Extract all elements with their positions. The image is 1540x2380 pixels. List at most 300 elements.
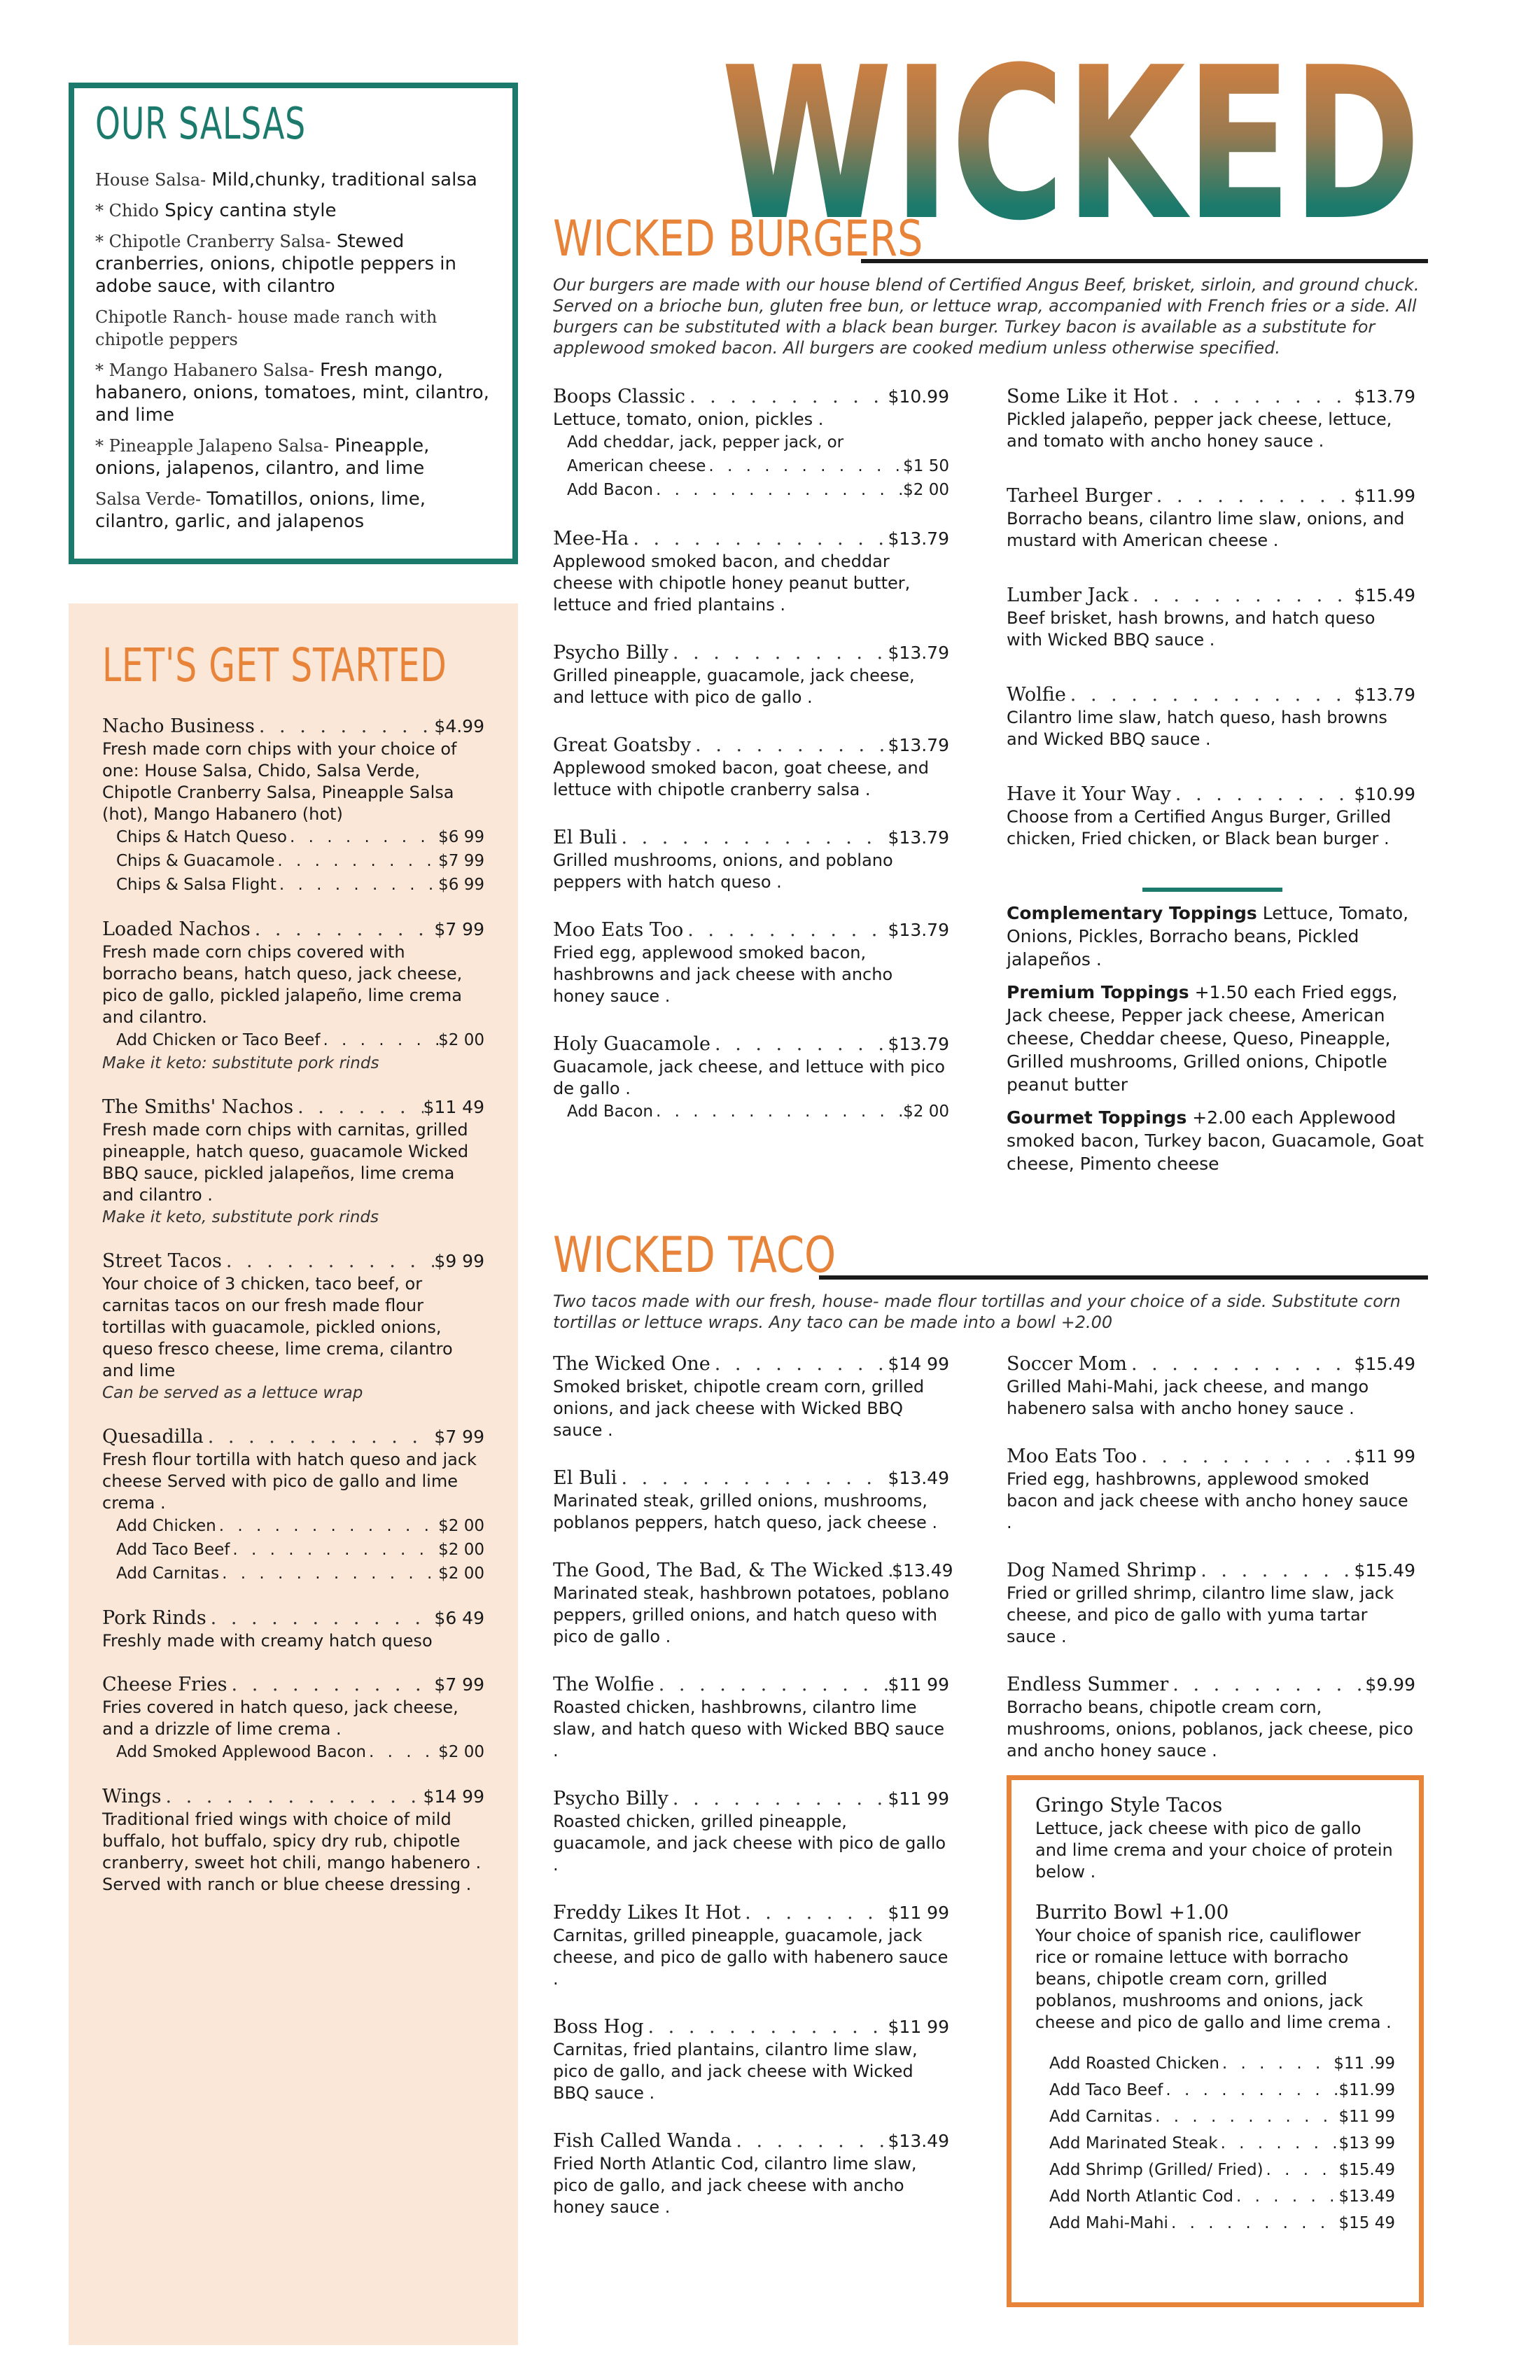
menu-item [553,1673,949,1762]
menu-item-name: The Good, The Bad, & The Wicked [553,1560,884,1581]
burrito-bowl-desc: Your choice of spanish rice, cauliflower rice or romaine lettuce with borracho beans, chipotle cream corn, grilled poblanos, mushrooms and onions, jack cheese and pico de gallo and lime crema . [1035,1926,1392,2032]
dot-leader [741,1901,888,1925]
menu-item-price: $15.49 [1354,1354,1415,1374]
menu-item-header [553,1787,949,1811]
menu-item-price: $11 99 [888,2017,949,2037]
menu-item [553,2129,949,2218]
add-on-row [102,1514,484,1538]
menu-item-name: El Buli [553,827,617,848]
menu-item [1007,484,1415,552]
add-on-price: $2 00 [438,1541,484,1559]
menu-item-price: $9.99 [1365,1674,1415,1695]
menu-item-description: Fries covered in hatch queso, jack cheese, and a drizzle of lime crema . [102,1698,458,1739]
dot-leader [643,2015,888,2039]
taco-section-header [553,1226,1428,1333]
menu-item-header [1007,385,1415,409]
add-on-price: $15 49 [1338,2214,1395,2232]
burgers-section-header [553,210,1428,358]
menu-item-name: Quesadilla [102,1426,204,1448]
dot-leader [654,1673,888,1697]
dot-leader [1152,484,1354,508]
dot-leader [276,873,438,897]
wicked-logo [630,42,1512,224]
menu-item [102,715,484,897]
menu-item-price: $13.49 [888,2131,949,2151]
dot-leader [710,1032,888,1056]
menu-item-description: Lettuce, tomato, onion, pickles . [553,410,824,429]
gringo-desc: Lettuce, jack cheese with pico de gallo and lime crema and your choice of protein below . [1035,1819,1393,1882]
dot-leader [1171,783,1354,806]
menu-item-price: $13.79 [1354,685,1415,705]
menu-item [553,527,949,616]
menu-item-name: Psycho Billy [553,642,668,664]
add-on-row [553,1100,949,1124]
menu-item-header [1007,683,1415,707]
menu-item-name: Loaded Nachos [102,918,251,940]
add-on-name: Chips & Guacamole [116,852,275,870]
menu-item-name: Moo Eats Too [553,919,684,941]
menu-item-description: Fried egg, applewood smoked bacon, hashbrowns and jack cheese with ancho honey sauce . [553,943,893,1006]
menu-item-name: Have it Your Way [1007,783,1171,805]
menu-item-price: $13.79 [888,528,949,549]
menu-item-price: $13.79 [888,1034,949,1054]
add-on-price: $6 99 [438,828,484,846]
menu-item-description: Guacamole, jack cheese, and lettuce with pico de gallo . [553,1057,945,1098]
menu-item [102,1425,484,1586]
topping-group-label: Complementary Toppings [1007,903,1257,923]
menu-item-name: Dog Named Shrimp [1007,1560,1197,1581]
add-on-price: $11.99 [1338,2081,1395,2099]
protein-add-row [1035,2077,1395,2104]
add-on-price: $1 50 [903,457,949,475]
dot-leader [668,641,888,665]
add-on-price: $2 00 [903,481,949,499]
add-on-price: $6 99 [438,876,484,894]
topping-group-text: +2.00 each Applewood smoked bacon, Turkey bacon, Guacamole, Goat cheese, Pimento cheese [1007,1107,1424,1174]
add-on-price: $2 00 [438,1517,484,1535]
menu-item [102,1096,484,1228]
salsa-box [69,83,518,564]
menu-item-price: $14 99 [888,1354,949,1374]
menu-item-price: $7 99 [434,1427,484,1447]
menu-item-price: $13.79 [888,827,949,848]
menu-item-name: Mee-Ha [553,528,629,550]
add-on-name: American cheese [567,457,706,475]
starters-list [102,715,484,1896]
burrito-bowl-title: Burrito Bowl +1.00 [1035,1900,1229,1924]
menu-item-name: Freddy Likes It Hot [553,1902,741,1924]
menu-item-header [1007,1673,1415,1697]
menu-item-price: $11 49 [423,1097,484,1117]
protein-add-row [1035,2130,1395,2157]
dot-leader [685,385,888,409]
salsa-name: * Chipotle Cranberry Salsa- [95,232,331,251]
menu-item-description: Fresh made corn chips with your choice of one: House Salsa, Chido, Salsa Verde, Chipotle Cranberry Salsa, Pineapple Salsa (hot), Mango Habanero (hot) [102,739,457,824]
burgers-intro: Our burgers are made with our house blend of Certified Angus Beef, brisket, sirloin, and ground chuck. Served on a brioche bun, gluten free bun, or lettuce wrap, accompanied with French fries or a side. All burgers can be substituted with a black bean burger. Turkey bacon is available as a substitute for applewood smoked bacon. All burgers are cooked medium unless otherwise specified. [553,275,1420,358]
menu-item-header [102,1425,484,1449]
menu-item-description: Fried North Atlantic Cod, cilantro lime slaw, pico de gallo, and jack cheese with ancho honey sauce . [553,2154,917,2217]
salsa-item [95,435,491,479]
starters-title: LET'S GET STARTED [102,638,447,692]
add-on-price: $13 99 [1338,2134,1395,2152]
topping-group [1007,981,1427,1096]
menu-item [1007,385,1415,452]
menu-item-name: El Buli [553,1467,617,1489]
add-on-name: Add Marinated Steak [1049,2134,1218,2152]
menu-item-header [553,1901,949,1925]
dot-leader [653,1100,903,1124]
dot-leader [293,1096,423,1119]
menu-item [102,1785,484,1896]
menu-item-price: $13.49 [892,1560,953,1581]
menu-item-header [553,2129,949,2153]
protein-add-row [1035,2210,1395,2236]
dot-leader [366,1740,438,1764]
add-on-price: $2 00 [438,1743,484,1761]
starters-panel [69,603,518,2345]
menu-item-description: Choose from a Certified Angus Burger, Grilled chicken, Fried chicken, or Black bean burger . [1007,807,1392,848]
dot-leader [706,454,903,478]
salsa-item [95,169,491,191]
burgers-right-column [1007,385,1415,882]
menu-item-header [553,2015,949,2039]
menu-item-name: Fish Called Wanda [553,2130,732,2152]
menu-item-price: $7 99 [434,1674,484,1695]
menu-item-name: Wings [102,1786,162,1807]
menu-item-description: Cilantro lime slaw, hatch queso, hash browns and Wicked BBQ sauce . [1007,708,1387,749]
menu-item-name: Lumber Jack [1007,584,1129,606]
add-on-price: $13.49 [1338,2188,1395,2206]
menu-item-price: $10.99 [1354,784,1415,804]
add-on-row [102,825,484,849]
add-on-row [102,873,484,897]
menu-item-price: $13.49 [888,1468,949,1488]
tacos-left-column [553,1352,953,2244]
dot-leader [1233,2183,1339,2210]
menu-item-price: $11.99 [1354,486,1415,506]
menu-item-header [553,385,949,409]
add-on-row [553,430,949,454]
tacos-right-column [1007,1352,1415,1787]
add-on-name: Add Smoked Applewood Bacon [116,1743,366,1761]
menu-item [553,1466,949,1534]
add-on-name: Add Roasted Chicken [1049,2054,1219,2073]
menu-item-description: Roasted chicken, grilled pineapple, guacamole, and jack cheese with pico de gallo . [553,1812,946,1875]
menu-item-description: Freshly made with creamy hatch queso [102,1631,433,1651]
menu-item-description: Fresh flour tortilla with hatch queso and jack cheese Served with pico de gallo and lime crema . [102,1450,477,1513]
add-on-row [102,1562,484,1586]
menu-item-price: $9 99 [434,1251,484,1271]
menu-item-name: Pork Rinds [102,1607,206,1629]
dot-leader [1163,2077,1338,2104]
add-on-name: Add Taco Beef [1049,2081,1163,2099]
menu-item-price: $10.99 [888,386,949,407]
menu-item-header [1007,584,1415,608]
add-on-name: Add Chicken [116,1517,216,1535]
menu-item-price: $13.79 [888,643,949,663]
salsa-item [95,306,491,351]
menu-item [553,918,949,1007]
salsa-item [95,359,491,426]
add-on-row [102,1740,484,1764]
menu-item-header [102,715,484,738]
menu-item-description: Marinated steak, grilled onions, mushrooms, poblanos peppers, hatch queso, jack cheese . [553,1491,937,1532]
add-on-row [102,1538,484,1562]
menu-item-header [102,1250,484,1273]
menu-item-price: $13.79 [1354,386,1415,407]
gringo-tacos-box [1007,1775,1424,2307]
add-on-name: Add Chicken or Taco Beef [116,1031,321,1049]
salsa-name: Chipotle Ranch- house made ranch with chipotle peppers [95,307,438,349]
menu-item-note: Can be served as a lettuce wrap [102,1384,363,1402]
salsa-description: Mild,chunky, traditional salsa [206,169,477,190]
dot-leader [222,1250,435,1273]
add-on-name: Add Bacon [567,1102,654,1121]
menu-item-description: Borracho beans, cilantro lime slaw, onions, and mustard with American cheese . [1007,509,1405,550]
menu-item [1007,1673,1415,1762]
dot-leader [227,1673,435,1697]
menu-item-price: $6 49 [434,1608,484,1628]
menu-item [1007,683,1415,750]
menu-item [1007,1559,1415,1648]
add-on-name: Add cheddar, jack, pepper jack, or [567,433,844,451]
menu-item-name: Moo Eats Too [1007,1446,1138,1467]
dot-leader [1219,2050,1334,2077]
menu-item [553,1352,949,1441]
dot-leader [683,918,888,942]
menu-item-price: $11 99 [888,1788,949,1809]
add-on-price: $2 00 [438,1564,484,1583]
dot-leader [1196,1559,1354,1583]
dot-leader [216,1514,438,1538]
dot-leader [1137,1445,1354,1469]
add-on-name: Add Shrimp (Grilled/ Fried) [1049,2161,1264,2179]
dot-leader [320,1028,438,1052]
topping-group [1007,1106,1427,1175]
add-on-name: Add Taco Beef [116,1541,230,1559]
menu-item-description: Traditional fried wings with choice of mild buffalo, hot buffalo, spicy dry rub, chipotle cranberry, sweet hot chili, mango habenero . Served with ranch or blue cheese dressing . [102,1809,482,1894]
menu-item-name: Wolfie [1007,684,1066,706]
add-on-name: Add Bacon [567,481,654,499]
menu-item-name: Street Tacos [102,1250,222,1272]
menu-item-header [553,641,949,665]
menu-item-description: Your choice of 3 chicken, taco beef, or carnitas tacos on our fresh made flour tortillas with guacamole, pickled onions, queso fresco cheese, lime crema, cilantro and lime [102,1274,453,1380]
menu-item-header [1007,1445,1415,1469]
dot-leader [204,1425,435,1449]
dot-leader [1168,2210,1339,2236]
dot-leader [230,1538,438,1562]
menu-item-name: Boss Hog [553,2016,644,2038]
dot-leader [883,1559,892,1583]
menu-item-description: Applewood smoked bacon, and cheddar cheese with chipotle honey peanut butter, lettuce and fried plantains . [553,552,911,615]
menu-item-name: Boops Classic [553,386,685,407]
salsa-list [95,169,491,533]
menu-item-name: The Wolfie [553,1674,654,1695]
menu-item [1007,783,1415,850]
menu-item-price: $11 99 [888,1903,949,1923]
dot-leader [251,918,435,941]
dot-leader [691,734,888,757]
menu-item-description: Fried or grilled shrimp, cilantro lime slaw, jack cheese, and pico de gallo with yuma tartar sauce . [1007,1583,1394,1646]
protein-add-row [1035,2157,1395,2183]
salsa-description: Tomatillos, onions, lime, cilantro, garlic, and jalapenos [95,489,426,532]
add-on-price: $2 00 [438,1031,484,1049]
salsa-name: * Chido [95,201,159,220]
menu-item [102,1673,484,1764]
add-on-name: Add Carnitas [116,1564,220,1583]
dot-leader [1218,2130,1339,2157]
burgers-title: WICKED BURGERS [553,210,923,267]
protein-add-row [1035,2104,1395,2130]
menu-item-name: Nacho Business [102,715,255,737]
dot-leader [274,849,438,873]
salsa-description: Stewed cranberries, onions, chipotle peppers in adobe sauce, with cilantro [95,231,456,297]
menu-item-header [1007,1352,1415,1376]
menu-item-description: Marinated steak, hashbrown potatoes, poblano peppers, grilled onions, and hatch queso with pico de gallo . [553,1583,949,1646]
menu-item-header [553,1352,949,1376]
menu-item-price: $14 99 [423,1786,484,1807]
menu-item [1007,1352,1415,1420]
menu-item-price: $15.49 [1354,1560,1415,1581]
menu-item [553,2015,949,2104]
menu-item-price: $15.49 [1354,585,1415,606]
menu-item-header [1007,1559,1415,1583]
dot-leader [1066,683,1354,707]
menu-item-header [553,1559,953,1583]
menu-item-description: Carnitas, grilled pineapple, guacamole, jack cheese, and pico de gallo with habenero sauce . [553,1926,948,1989]
salsa-item [95,488,491,533]
menu-item-name: Tarheel Burger [1007,485,1152,507]
menu-item-header [553,1673,949,1697]
menu-item [553,385,949,502]
dot-leader [1128,584,1354,608]
add-on-name: Add Mahi-Mahi [1049,2214,1168,2232]
menu-item-price: $11 99 [1354,1446,1415,1466]
dot-leader [617,826,888,850]
salsa-description: Spicy cantina style [158,200,337,221]
toppings-divider [1142,888,1282,892]
dot-leader [629,527,888,551]
menu-item-header [1007,783,1415,806]
salsa-description: Fresh mango, habanero, onions, tomatoes, mint, cilantro, and lime [95,360,489,426]
menu-item-description: Smoked brisket, chipotle cream corn, grilled onions, and jack cheese with Wicked BBQ sauce . [553,1377,925,1440]
dot-leader [1127,1352,1354,1376]
dot-leader [1168,385,1354,409]
add-on-name: Chips & Salsa Flight [116,876,276,894]
protein-add-row [1035,2183,1395,2210]
menu-item-note: Make it keto, substitute pork rinds [102,1208,379,1226]
menu-item-price: $7 99 [434,919,484,939]
salsa-item [95,200,491,222]
menu-item-name: Great Goatsby [553,734,692,756]
protein-add-list [1035,2050,1395,2236]
menu-item-price: $13.79 [888,920,949,940]
add-on-row [553,454,949,478]
menu-item-name: Some Like it Hot [1007,386,1169,407]
menu-item-header [553,527,949,551]
menu-item-price: $13.79 [888,735,949,755]
dot-leader [206,1606,435,1630]
menu-item-name: Psycho Billy [553,1788,668,1809]
menu-item-description: Borracho beans, chipotle cream corn, mushrooms, onions, poblanos, jack cheese, pico and ancho honey sauce . [1007,1698,1413,1760]
add-on-row [102,1028,484,1052]
add-on-price: $2 00 [903,1102,949,1121]
add-on-row [102,849,484,873]
taco-title: WICKED TACO [553,1226,836,1284]
salsa-title: OUR SALSAS [95,98,307,149]
taco-title-rule [819,1275,1428,1280]
menu-item [553,1032,949,1124]
menu-item [553,1559,953,1648]
menu-item-name: The Wicked One [553,1353,710,1375]
dot-leader [161,1785,423,1809]
salsa-description: Pineapple, onions, jalapenos, cilantro, and lime [95,435,430,479]
menu-item-description: Fried egg, hashbrowns, applewood smoked bacon and jack cheese with ancho honey sauce . [1007,1469,1408,1532]
menu-item [553,826,949,893]
menu-item-header [102,1096,484,1119]
dot-leader [255,715,435,738]
menu-item [102,1250,484,1404]
menu-item-description: Roasted chicken, hashbrowns, cilantro lime slaw, and hatch queso with Wicked BBQ sauce . [553,1698,945,1760]
menu-item-note: Make it keto: substitute pork rinds [102,1054,379,1072]
menu-item-header [553,826,949,850]
gringo-title: Gringo Style Tacos [1035,1793,1223,1816]
salsa-name: * Mango Habanero Salsa- [95,360,314,380]
menu-item-description: Applewood smoked bacon, goat cheese, and lettuce with chipotle cranberry salsa . [553,758,929,799]
topping-group [1007,902,1427,971]
topping-group-label: Gourmet Toppings [1007,1107,1187,1128]
menu-item [1007,584,1415,651]
menu-item-header [553,1466,949,1490]
dot-leader [1264,2157,1339,2183]
dot-leader [617,1466,888,1490]
menu-item [553,734,949,801]
menu-item-header [1007,484,1415,508]
add-on-name: Add North Atlantic Cod [1049,2188,1233,2206]
topping-group-text: Lettuce, Tomato, Onions, Pickles, Borracho beans, Pickled jalapeños . [1007,903,1409,969]
salsa-name: House Salsa- [95,170,206,190]
menu-item-header [102,1606,484,1630]
menu-item-description: Grilled pineapple, guacamole, jack cheese, and lettuce with pico de gallo . [553,666,915,707]
menu-item-description: Fresh made corn chips covered with borracho beans, hatch queso, jack cheese, pico de gallo, pickled jalapeño, lime crema and cilantro. [102,942,463,1027]
menu-item [102,1606,484,1652]
protein-add-row [1035,2050,1395,2077]
menu-item-description: Grilled Mahi-Mahi, jack cheese, and mango habenero salsa with ancho honey sauce . [1007,1377,1369,1418]
menu-item-price: $11 99 [888,1674,949,1695]
menu-item-description: Pickled jalapeño, pepper jack cheese, lettuce, and tomato with ancho honey sauce . [1007,410,1392,451]
add-on-row [553,478,949,502]
dot-leader [668,1787,888,1811]
add-on-name: Chips & Hatch Queso [116,828,287,846]
menu-item-name: The Smiths' Nachos [102,1096,294,1118]
logo-text: WICKED [721,42,1421,224]
add-on-price: $15.49 [1338,2161,1395,2179]
add-on-price: $7 99 [438,852,484,870]
salsa-item [95,230,491,298]
menu-item [102,918,484,1074]
menu-item-description: Fresh made corn chips with carnitas, grilled pineapple, hatch queso, guacamole Wicked BBQ sauce, pickled jalapeños, lime crema and cilantro . [102,1120,469,1205]
menu-item-description: Beef brisket, hash browns, and hatch queso with Wicked BBQ sauce . [1007,608,1376,650]
menu-item-name: Endless Summer [1007,1674,1169,1695]
menu-item-header [553,734,949,757]
dot-leader [1168,1673,1365,1697]
dot-leader [1152,2104,1338,2130]
dot-leader [710,1352,888,1376]
topping-group-label: Premium Toppings [1007,982,1189,1002]
menu-item-header [553,1032,949,1056]
add-on-name: Add Carnitas [1049,2108,1153,2126]
topping-group-text: +1.50 each Fried eggs, Jack cheese, Pepper jack cheese, American cheese, Cheddar cheese, Queso, Pineapple, Grilled mushrooms, Grilled onions, Chipotle peanut butter [1007,982,1398,1095]
